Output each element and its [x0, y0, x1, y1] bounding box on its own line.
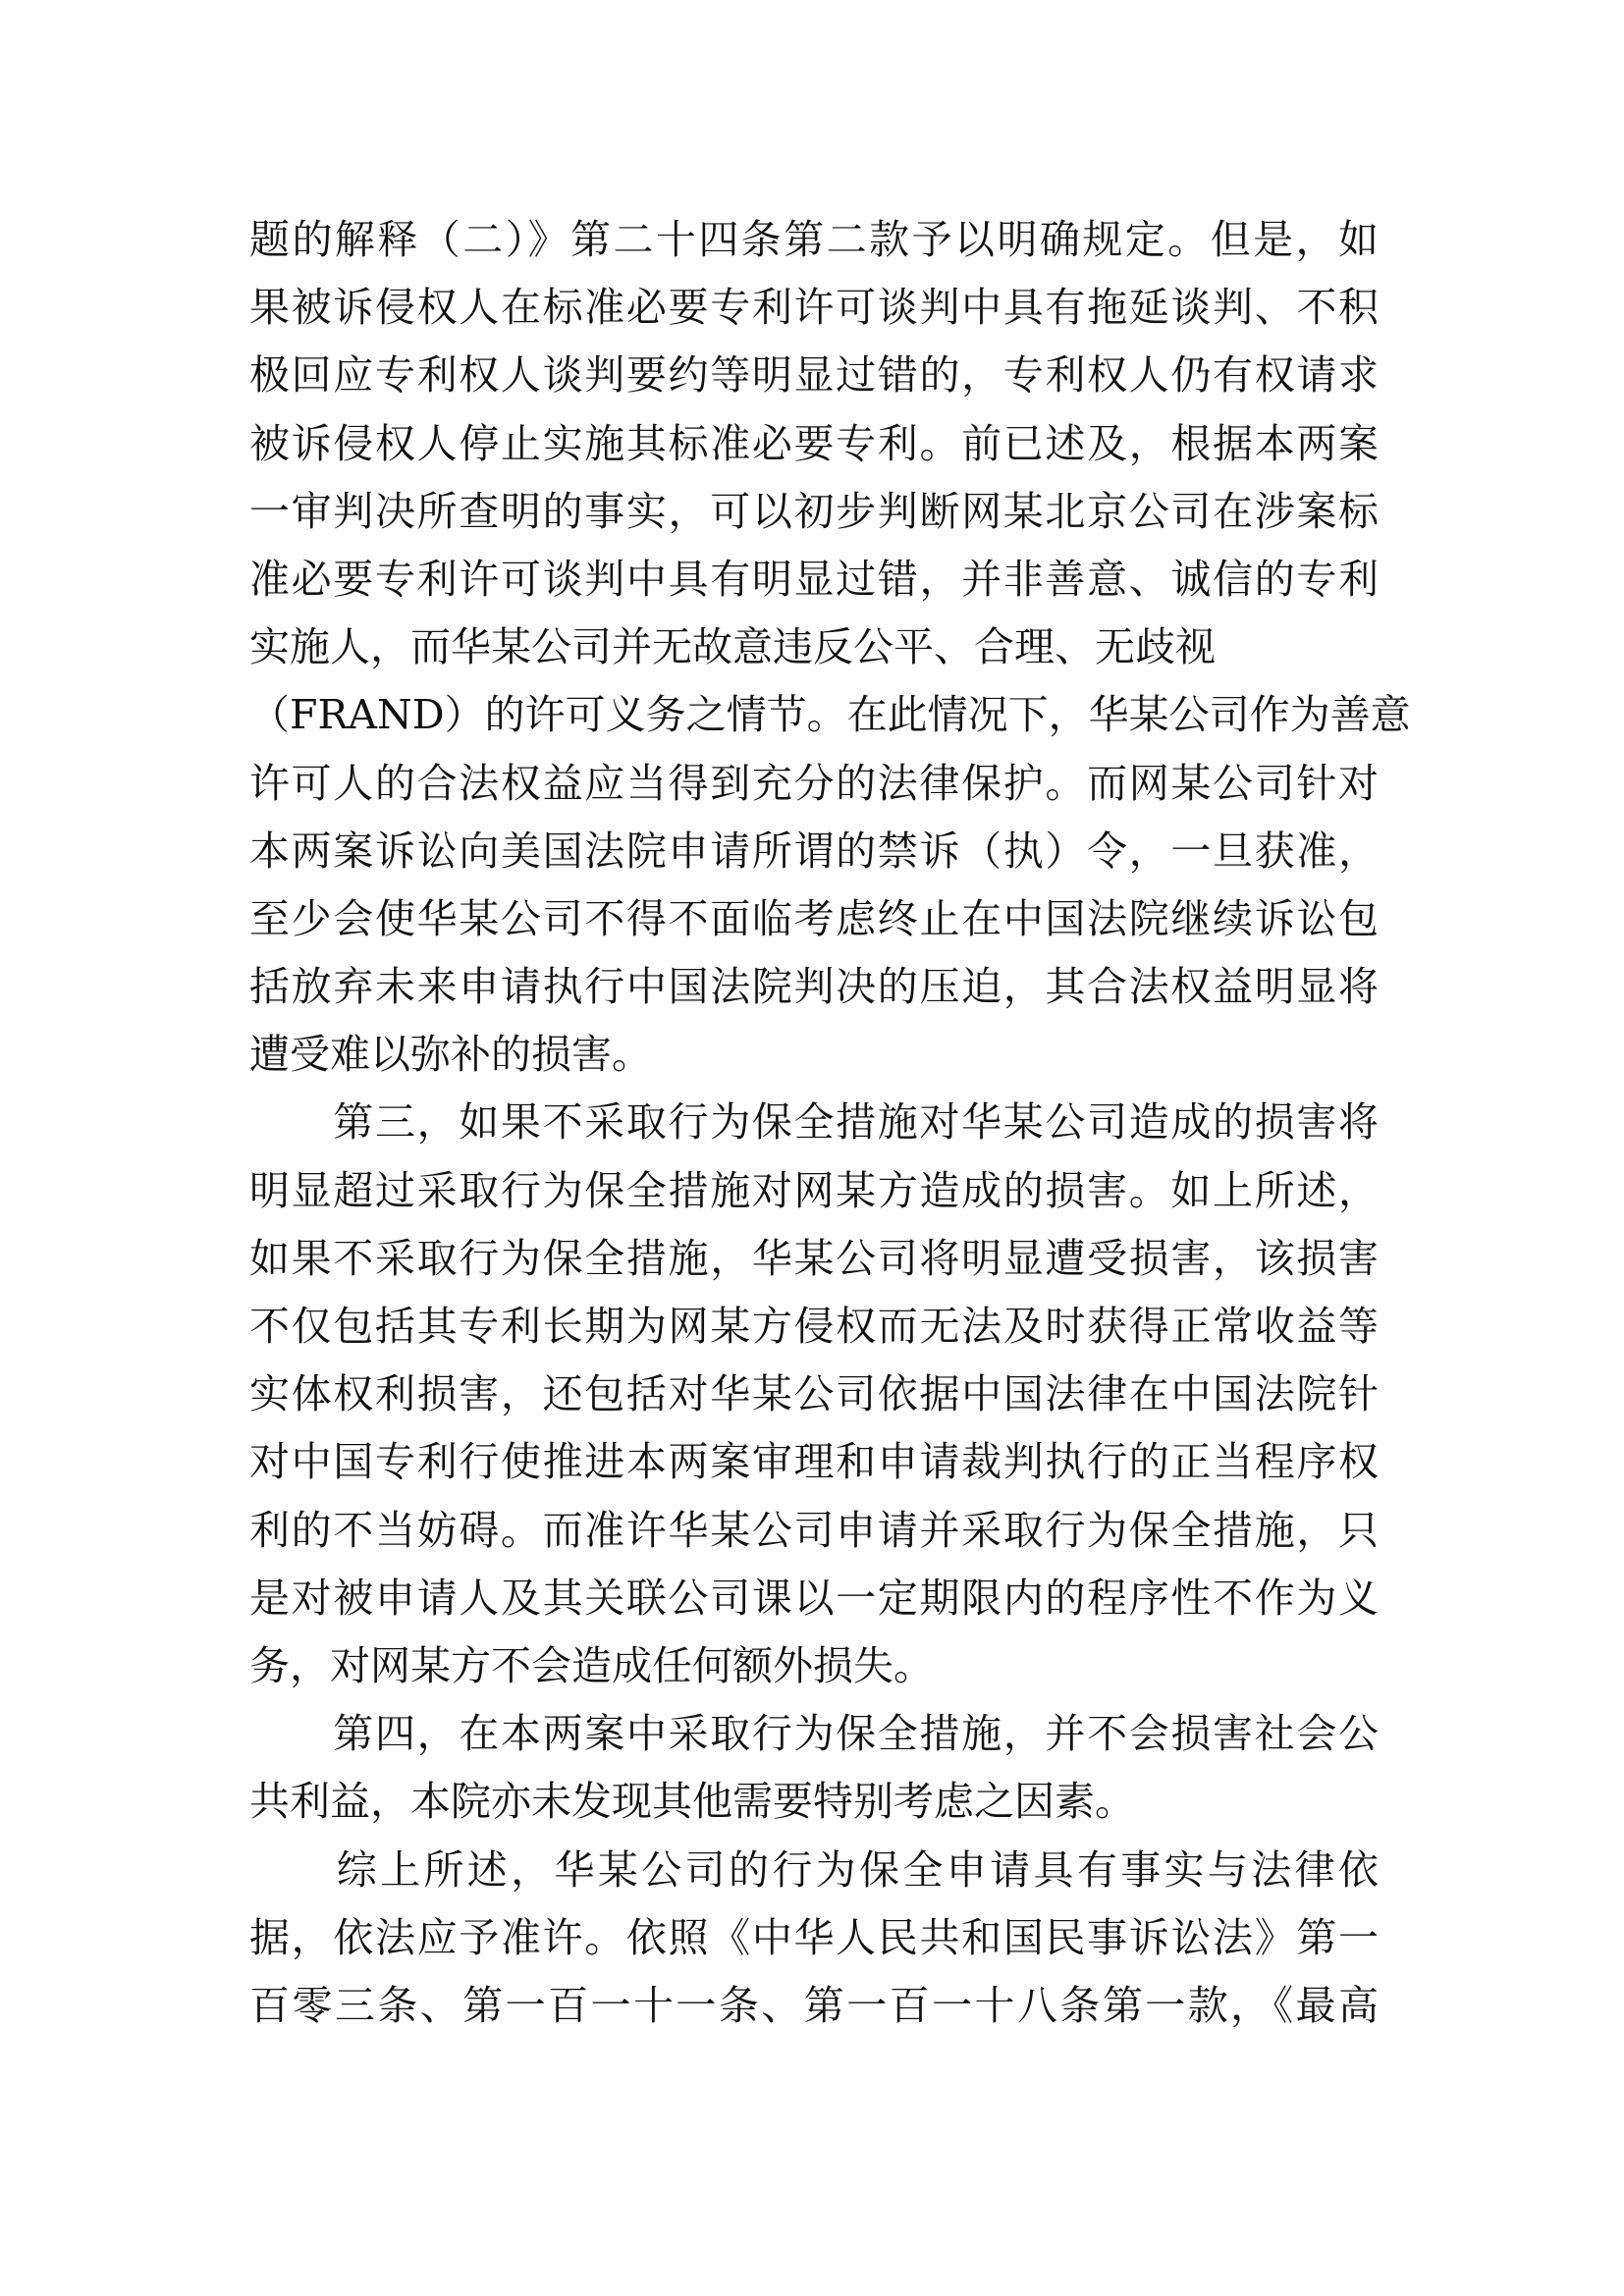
- text-line: 许可人的合法权益应当得到充分的法律保护。而网某公司针对: [249, 759, 1379, 807]
- paragraph-first-line: 第三，如果不采取行为保全措施对华某公司造成的损害将: [249, 1098, 1379, 1147]
- text-line: 如果不采取行为保全措施，华某公司将明显遭受损害，该损害: [249, 1234, 1379, 1282]
- text-line: 至少会使华某公司不得不面临考虑终止在中国法院继续诉讼包: [249, 894, 1379, 942]
- text-line: 题的解释（二）》第二十四条第二款予以明确规定。但是，如: [249, 216, 1379, 263]
- text-line: 实体权利损害，还包括对华某公司依据中国法律在中国法院针: [249, 1370, 1379, 1418]
- text-line: 本两案诉讼向美国法院申请所谓的禁诉（执）令，一旦获准，: [249, 827, 1379, 875]
- text-line: 果被诉侵权人在标准必要专利许可谈判中具有拖延谈判、不积: [249, 284, 1379, 332]
- text-line: 百零三条、第一百一十一条、第一百一十八条第一款，《最高: [249, 1981, 1379, 2029]
- text-line: 括放弃未来申请执行中国法院判决的压迫，其合法权益明显将: [249, 963, 1379, 1011]
- text-line: 不仅包括其专利长期为网某方侵权而无法及时获得正常收益等: [249, 1303, 1379, 1350]
- text-line: 据，依法应予准许。依照《中华人民共和国民事诉讼法》第一: [249, 1913, 1379, 1961]
- paragraph-first-line: 第四，在本两案中采取行为保全措施，并不会损害社会公: [249, 1710, 1379, 1758]
- text-line: 实施人，而华某公司并无故意违反公平、合理、无歧视: [249, 623, 1216, 671]
- text-line: 务，对网某方不会造成任何额外损失。: [249, 1641, 934, 1689]
- text-line: （FRAND）的许可义务之情节。在此情况下，华某公司作为善意: [249, 691, 1411, 739]
- text-line: 共利益，本院亦未发现其他需要特别考虑之因素。: [249, 1778, 1135, 1826]
- text-line: 遭受难以弥补的损害。: [249, 1031, 652, 1079]
- text-line: 是对被申请人及其关联公司课以一定期限内的程序性不作为义: [249, 1574, 1379, 1622]
- text-line: 被诉侵权人停止实施其标准必要专利。前已述及，根据本两案: [249, 419, 1379, 467]
- text-line: 一审判决所查明的事实，可以初步判断网某北京公司在涉案标: [249, 487, 1379, 535]
- text-line: 准必要专利许可谈判中具有明显过错，并非善意、诚信的专利: [249, 555, 1379, 603]
- text-line: 利的不当妨碍。而准许华某公司申请并采取行为保全措施，只: [249, 1506, 1379, 1554]
- text-line: 对中国专利行使推进本两案审理和申请裁判执行的正当程序权: [249, 1438, 1379, 1486]
- paragraph-first-line: 综上所述，华某公司的行为保全申请具有事实与法律依: [249, 1845, 1379, 1894]
- text-line: 极回应专利权人谈判要约等明显过错的，专利权人仍有权请求: [249, 351, 1379, 400]
- document-body: [249, 206, 1411, 2040]
- text-line: 明显超过采取行为保全措施对网某方造成的损害。如上所述，: [249, 1166, 1379, 1214]
